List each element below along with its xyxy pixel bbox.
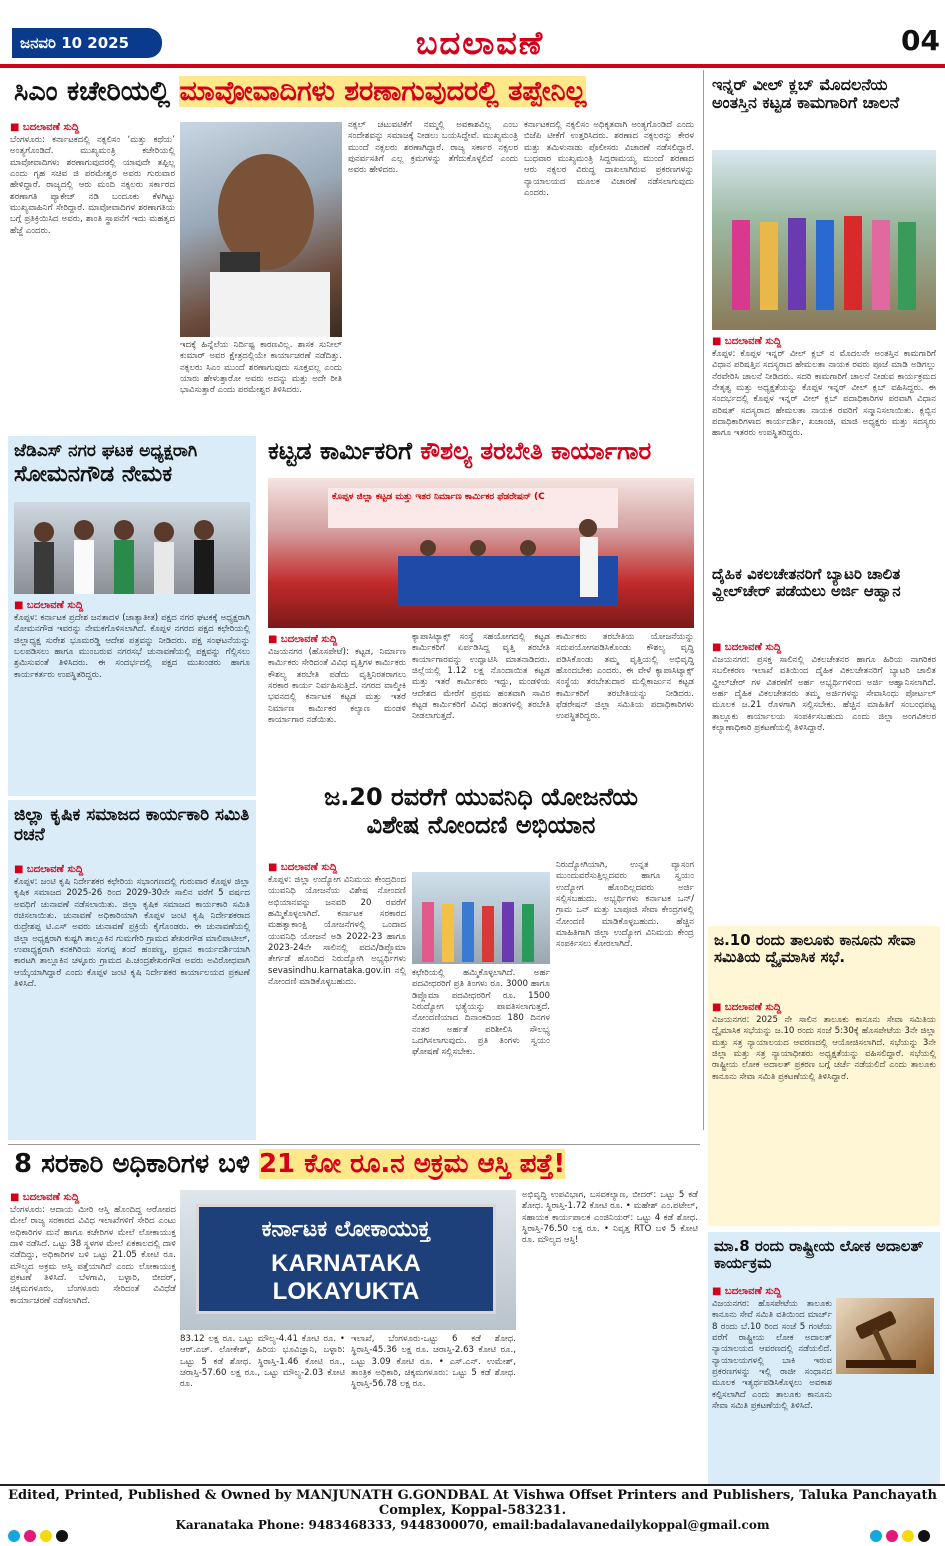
article-jds	[8, 436, 256, 796]
article-body: ಕಾರ್ಮಿಕರು ತರಬೇತಿಯ ಯೋಜನೆಯನ್ನು ಸದುಪಯೋಗಪಡಿಸಿಕೊಂಡು ಕೌಶಲ್ಯ ವೃದ್ಧಿ ಪಡಿಸಿಕೊಂಡು ತಮ್ಮ ವೃತ್ತಿಯಲ್ಲಿ ಅಭಿವೃದ್ಧಿ ಹೊಂದಬೇಕು ಎಂದರು. ಈ ವೇಳೆ ಕ್ಯಾಪಾಸಿಟ್ಯಾಕ್ಸ್ ಸಂಸ್ಥೆಯ ತರಬೇತುದಾರ ಮಲ್ಲಿಕಾರ್ಜುನ ಕಟ್ಟಡ ಕಾರ್ಮಿಕರಿಗೆ ತರಬೇತಿಯನ್ನು ನೀಡಿದರು. ಫೆಡರೇಷನ್ ಜಿಲ್ಲಾ ಸಮಿತಿಯ ಪದಾಧಿಕಾರಿಗಳು ಉಪಸ್ಥಿತರಿದ್ದರು.	[556, 632, 694, 722]
page-number: 04	[901, 24, 940, 57]
headline-inner-wheel: ಇನ್ನರ್ ವೀಲ್ ಕ್ಲಬ್ ಮೊದಲನೆಯ ಅಂತಸ್ತಿನ ಕಟ್ಟಡ ಕಾಮಗಾರಿಗೆ ಚಾಲನೆ	[712, 75, 900, 113]
byline: ■ ಬದಲಾವಣೆ ಸುದ್ದಿ	[712, 1286, 782, 1297]
photo-workshop	[268, 478, 694, 628]
headline-legal: ಜ.10 ರಂದು ತಾಲೂಕು ಕಾನೂನು ಸೇವಾ ಸಮಿತಿಯ ದ್ವೈಮಾಸಿಕ ಸಭೆ.	[714, 931, 916, 967]
headline-line1: ಜೆಡಿಎಸ್ ನಗರ ಘಟಕ ಅಧ್ಯಕ್ಷರಾಗಿ	[14, 441, 198, 461]
headline-yuvanidhi	[268, 784, 694, 839]
headline-part-red: 21 ಕೋ ರೂ.ನ ಅಕ್ರಮ ಆಸ್ತಿ ಪತ್ತೆ!	[258, 1149, 566, 1179]
article-body: ಇಲಾಖೆ, ಬೆಂಗಳೂರು-ಒಟ್ಟು 6 ಕಡೆ ಶೋಧ. ಸ್ಥಿರಾಸ್ತಿ-45.36 ಲಕ್ಷ ರೂ. ಚರಾಸ್ತಿ-2.63 ಕೋಟಿ ರೂ., ಒಟ್ಟು 3.09 ಕೋಟಿ ರೂ. • ಎಸ್.ಎನ್. ಉಮೇಶ್, ತಾಂತ್ರಿಕ ಅಧಿಕಾರಿ, ಚಿಕ್ಕಮಗಳೂರು: ಒಟ್ಟು 5 ಕಡೆ ಶೋಧ. ಸ್ಥಿರಾಸ್ತಿ-56.78 ಲಕ್ಷ ರೂ.	[351, 1334, 516, 1390]
masthead-rule	[0, 64, 945, 68]
registration-dot-magenta	[886, 1530, 898, 1542]
article-body: ಬೆಂಗಳೂರು: ಆದಾಯ ಮೀರಿ ಆಸ್ತಿ ಹೊಂದಿದ್ದ ಆರೋಪದ ಮೇಲೆ ರಾಜ್ಯ ಸರಕಾರದ ವಿವಿಧ ಇಲಾಖೆಗಳಿಗೆ ಸೇರಿದ ಎಂಟು ಅಧಿಕಾರಿಗಳ ಮನೆ ಹಾಗೂ ಕಚೇರಿಗಳ ಮೇಲೆ ಲೋಕಾಯುಕ್ತ ದಾಳಿ ನಡೆಸಿದೆ. ಒಟ್ಟು 38 ಸ್ಥಳಗಳ ಮೇಲೆ ಏಕಕಾಲದಲ್ಲಿ ದಾಳಿ ನಡೆದಿದ್ದು, ಅಧಿಕಾರಿಗಳ ಬಳಿ ಒಟ್ಟು 21.05 ಕೋಟಿ ರೂ. ಮೌಲ್ಯದ ಅಕ್ರಮ ಆಸ್ತಿ ಪತ್ತೆಯಾಗಿದೆ ಎಂದು ಲೋಕಾಯುಕ್ತ ಪ್ರಕಟಣೆ ತಿಳಿಸಿದೆ. ಬೆಳಗಾವಿ, ಬಳ್ಳಾರಿ, ಬೀದರ್, ಚಿಕ್ಕಮಗಳೂರು, ಬೆಂಗಳೂರು ಸೇರಿದಂತೆ ವಿವಿಧೆಡೆ ಕಾರ್ಯಾಚರಣೆ ನಡೆಸಲಾಗಿದೆ.	[10, 1205, 176, 1306]
article-body: ವಿಜಯನಗರ: 2025 ನೇ ಸಾಲಿನ ತಾಲೂಕು ಕಾನೂನು ಸೇವಾ ಸಮಿತಿಯ ದ್ವೈಮಾಸಿಕ ಸಭೆಯನ್ನು ಜ.10 ರಂದು ಸಂಜೆ 5:30ಕ್ಕೆ ಹೊಸಪೇಟೆಯ 3ನೇ ಜಿಲ್ಲಾ ಮತ್ತು ಸತ್ರ ನ್ಯಾಯಾಲಯದ ಆವರಣದಲ್ಲಿ ಆಯೋಜಿಸಲಾಗಿದೆ. ಸಭೆಯನ್ನು 3ನೇ ಜಿಲ್ಲಾ ಮತ್ತು ಸತ್ರ ನ್ಯಾಯಾಧೀಶರು ಅಧ್ಯಕ್ಷತೆಯನ್ನು ವಹಿಸಲಿದ್ದಾರೆ. ಸಭೆಯಲ್ಲಿ ರಾಷ್ಟ್ರೀಯ ಲೋಕ ಅದಾಲತ್ ಪ್ರಕರಣ ಬಗ್ಗೆ ಚರ್ಚೆ ನಡೆಯಲಿದೆ ಎಂದು ತಾಲೂಕು ಕಾನೂನು ಸೇವಾ ಸಮಿತಿ ಪ್ರಕಟಣೆಯಲ್ಲಿ ತಿಳಿಸಿದ್ದಾರೆ.	[712, 1015, 936, 1082]
registration-dot-yellow	[902, 1530, 914, 1542]
group-illustration	[14, 502, 250, 594]
byline: ■ ಬದಲಾವಣೆ ಸುದ್ದಿ	[14, 600, 84, 611]
signboard-english: KARNATAKA LOKAYUKTA	[271, 1250, 421, 1305]
headline-part-red: ಕೌಶಲ್ಯ ತರಬೇತಿ ಕಾರ್ಯಾಗಾರ	[420, 437, 652, 465]
photo-minister	[180, 122, 342, 337]
photo-gavel	[836, 1298, 934, 1374]
column-divider	[703, 70, 704, 1130]
byline: ■ ಬದಲಾವಣೆ ಸುದ್ದಿ	[712, 1002, 782, 1013]
headline-workers	[268, 438, 694, 466]
article-body: ಕೊಪ್ಪಳ: ಜಿಲ್ಲಾ ಉದ್ಯೋಗ ವಿನಿಮಯ ಕೇಂದ್ರದಿಂದ ಯುವನಿಧಿ ಯೋಜನೆಯ ವಿಶೇಷ ನೋಂದಣಿ ಅಭಿಯಾನವನ್ನು ಜನವರಿ 20 ರವರೆಗೆ ಹಮ್ಮಿಕೊಳ್ಳಲಾಗಿದೆ. ಕರ್ನಾಟಕ ಸರಕಾರದ ಮಹತ್ವಾಕಾಂಕ್ಷಿ ಯೋಜನೆಗಳಲ್ಲಿ ಒಂದಾದ ಯುವನಿಧಿ ಯೋಜನೆ ಅಡಿ 2022-23 ಹಾಗೂ 2023-24ನೇ ಸಾಲಿನಲ್ಲಿ ಪದವಿ/ಡಿಪ್ಲೊಮಾ ತೇರ್ಗಡೆ ಹೊಂದಿದ ನಿರುದ್ಯೋಗಿ ಅಭ್ಯರ್ಥಿಗಳು sevasindhu.karnataka.gov.in ನಲ್ಲಿ ನೋಂದಣಿ ಮಾಡಿಕೊಳ್ಳಬಹುದು.	[268, 875, 406, 988]
photo-lokayukta-signboard	[180, 1190, 516, 1330]
article-body: ನಿರುದ್ಯೋಗಿಯಾಗಿ, ಉನ್ನತ ವ್ಯಾಸಂಗ ಮುಂದುವರೆಸುತ್ತಿಲ್ಲದವರು ಹಾಗೂ ಸ್ವಯಂ ಉದ್ಯೋಗ ಹೊಂದಿಲ್ಲದವರು ಅರ್ಜಿ ಸಲ್ಲಿಸಬಹುದು. ಅಭ್ಯರ್ಥಿಗಳು ಕರ್ನಾಟಕ ಒನ್/ಗ್ರಾಮ ಒನ್ ಮತ್ತು ಬಾಪೂಜಿ ಸೇವಾ ಕೇಂದ್ರಗಳಲ್ಲಿ ನೋಂದಣಿ ಮಾಡಿಕೊಳ್ಳಬಹುದು. ಹೆಚ್ಚಿನ ಮಾಹಿತಿಗಾಗಿ ಜಿಲ್ಲಾ ಉದ್ಯೋಗ ವಿನಿಮಯ ಕೇಂದ್ರ ಸಂಪರ್ಕಿಸಲು ಕೋರಲಾಗಿದೆ.	[556, 860, 694, 950]
article-body: ಕೊಪ್ಪಳ: ಕೊಪ್ಪಳ ಇನ್ನರ್ ವೀಲ್ ಕ್ಲಬ್ ನ ಮೊದಲನೇ ಅಂತಸ್ತಿನ ಕಾಮಗಾರಿಗೆ ವಿಧಾನ ಪರಿಷತ್ತಿನ ಸದಸ್ಯರಾದ ಹೇಮಲತಾ ನಾಯಕ ರವರು ಪೂಜೆ ಮಾಡಿ ಅಡಿಗಲ್ಲು ನೆರವೇರಿಸಿ ಚಾಲನೆ ನೀಡಿದರು. ಸದರಿ ಕಾಮಗಾರಿಗೆ ಚಾಲನೆ ನೀಡುವ ಕಾರ್ಯಕ್ರಮದ ನೇತೃತ್ವ ಮತ್ತು ಅಧ್ಯಕ್ಷತೆಯನ್ನು ಕೊಪ್ಪಳ ಇನ್ನರ್ ವೀಲ್ ಕ್ಲಬ್ ವಹಿಸಿದ್ದರು. ಈ ಸಂದರ್ಭದಲ್ಲಿ ಕೊಪ್ಪಳ ಇನ್ನರ್ ವೀಲ್ ಕ್ಲಬ್ ಪದಾಧಿಕಾರಿಗಳ ಪರವಾಗಿ ವಿಧಾನ ಪರಿಷತ್ ಸದಸ್ಯರಾದ ಹೇಮಲತಾ ನಾಯಕ ರವರಿಗೆ ಸನ್ಮಾನಿಸಲಾಯಿತು. ಕ್ಲಬ್ಬಿನ ಪದಾಧಿಕಾರಿಗಳಾದ ಕಾರ್ಯದರ್ಶಿ, ಖಜಾಂಚಿ, ಮಾಜಿ ಅಧ್ಯಕ್ಷರು ಮತ್ತು ಸದಸ್ಯರು ಹಾಗೂ ಇತರರು ಉಪಸ್ಥಿತರಿದ್ದರು.	[712, 349, 936, 439]
headline-line2: ವಿಶೇಷ ನೋಂದಣಿ ಅಭಿಯಾನ	[366, 810, 596, 839]
registration-dot-cyan	[870, 1530, 882, 1542]
article-body: ವಿಜಯನಗರ: ಹೊಸಪೇಟೆಯ ತಾಲೂಕು ಕಾನೂನು ಸೇವೆ ಸಮಿತಿ ವತಿಯಿಂದ ಮಾರ್ಚ್ 8 ರಂದು ಬೆ.10 ರಿಂದ ಸಂಜೆ 5 ಗಂಟೆಯ ವರೆಗೆ ರಾಷ್ಟ್ರೀಯ ಲೋಕ ಅದಾಲತ್ ನ್ಯಾಯಾಲಯದ ಆವರಣದಲ್ಲಿ ನಡೆಯಲಿದೆ. ನ್ಯಾಯಾಲಯಗಳಲ್ಲಿ ಬಾಕಿ ಇರುವ ಪ್ರಕರಣಗಳನ್ನು ಇಲ್ಲಿ ರಾಜೀ ಸಂಧಾನದ ಮೂಲಕ ಇತ್ಯರ್ಥಪಡಿಸಿಕೊಳ್ಳಲು ಅವಕಾಶ ಕಲ್ಪಿಸಲಾಗಿದೆ ಎಂದು ತಾಲೂಕು ಕಾನೂನು ಸೇವಾ ಸಮಿತಿ ಪ್ರಕಟಣೆಯಲ್ಲಿ ತಿಳಿಸಿದೆ.	[712, 1299, 832, 1412]
headline-line2: ಸೋಮನಗೌಡ ನೇಮಕ	[14, 461, 173, 487]
registration-dot-black	[56, 1530, 68, 1542]
section-divider	[8, 1144, 700, 1145]
issue-date: ಜನವರಿ 10 2025	[12, 28, 162, 58]
article-yuvanidhi	[262, 780, 700, 1140]
article-krushika	[8, 800, 256, 1140]
headline-krushika: ಜಿಲ್ಲಾ ಕೃಷಿಕ ಸಮಾಜದ ಕಾರ್ಯಕಾರಿ ಸಮಿತಿ ರಚನೆ	[14, 805, 250, 845]
article-body: ವಿಜಯನಗರ (ಹೊಸಪೇಟೆ): ಕಟ್ಟಡ, ನಿರ್ಮಾಣ ಕಾರ್ಮಿಕರು ಸೇರಿದಂತೆ ವಿವಿಧ ವೃತ್ತಿಗಳ ಕಾರ್ಮಿಕರು ಕೌಶಲ್ಯ ತರಬೇತಿ ಪಡೆದು ವೃತ್ತಿನಿರತರಾಗಲು ಸರಕಾರ ಕಾರ್ಯ ನಿರ್ವಹಿಸುತ್ತಿದೆ. ನಗರದ ವಾಲ್ಮೀಕಿ ಭವನದಲ್ಲಿ ಕರ್ನಾಟಕ ಕಟ್ಟಡ ಮತ್ತು ಇತರೆ ನಿರ್ಮಾಣ ಕಾರ್ಮಿಕರ ಕಲ್ಯಾಣ ಮಂಡಳಿ ಕಾರ್ಯಾಗಾರ ನಡೆಯಿತು.	[268, 647, 406, 726]
article-body: ಇದಕ್ಕೆ ಹಿನ್ನೆಲೆಯ ನಿರ್ದಿಷ್ಟ ಕಾರಣವಿಲ್ಲ. ಶಾಸಕ ಸುನೀಲ್ ಕುಮಾರ್ ಅವರ ಕ್ಷೇತ್ರದಲ್ಲಿಯೇ ಕಾರ್ಯಾಚರಣೆ ನಡೆದಿತ್ತು. ನಕ್ಸಲರು ಸಿಎಂ ಮುಂದೆ ಶರಣಾಗುವುದು ಸೂಕ್ತವಲ್ಲ ಎಂದು ಯಾರು ಹೇಳುತ್ತಾರೋ ಅವರು ಅದನ್ನು ಮತ್ತು ಅದೇ ರೀತಿ ಭಾವಿಸುತ್ತಾರೆ ಎಂದು ಪರಮೇಶ್ವರ ತಿಳಿಸಿದರು.	[180, 340, 342, 396]
registration-dot-magenta	[24, 1530, 36, 1542]
photo-inner-wheel	[712, 150, 936, 330]
headline-part-black: ಸಿಎಂ ಕಚೇರಿಯಲ್ಲಿ	[14, 76, 180, 107]
byline: ■ ಬದಲಾವಣೆ ಸುದ್ದಿ	[712, 336, 782, 347]
article-body: ಕಛೇರಿಯಲ್ಲಿ ಹಮ್ಮಿಕೊಳ್ಳಲಾಗಿದೆ. ಅರ್ಹ ಪದವೀಧರರಿಗೆ ಪ್ರತಿ ತಿಂಗಳು ರೂ. 3000 ಹಾಗೂ ಡಿಪ್ಲೊಮಾ ಪದವೀಧರರಿಗೆ ರೂ. 1500 ನಿರುದ್ಯೋಗ ಭತ್ಯೆಯನ್ನು ಪಾವತಿಸಲಾಗುತ್ತದೆ. ನೋಂದಣಿಯಾದ ದಿನಾಂಕದಿಂದ 180 ದಿನಗಳ ನಂತರ ಅರ್ಹತೆ ಪರಿಶೀಲಿಸಿ ಸೌಲಭ್ಯ ಒದಗಿಸಲಾಗುವುದು. ಪ್ರತಿ ತಿಂಗಳು ಸ್ವಯಂ ಘೋಷಣೆ ಸಲ್ಲಿಸಬೇಕು.	[412, 968, 550, 1058]
registration-dot-yellow	[40, 1530, 52, 1542]
article-body: ಕೊಪ್ಪಳ: ಜಂಟಿ ಕೃಷಿ ನಿರ್ದೇಶಕರ ಕಛೇರಿಯ ಸಭಾಂಗಣದಲ್ಲಿ ಗುರುವಾರ ಕೊಪ್ಪಳ ಜಿಲ್ಲಾ ಕೃಷಿಕ ಸಮಾಜದ 2025-26 ರಿಂದ 2029-30ನೇ ಸಾಲಿನ ವರೆಗೆ 5 ವರ್ಷದ ಅವಧಿಗೆ ಚುನಾವಣೆ ನಡೆಸಲಾಯಿತು. ಜಿಲ್ಲಾ ಕೃಷಿಕ ಸಮಾಜದ ಕಾರ್ಯಕಾರಿ ಸಮಿತಿ ರಚಿಸಲಾಯಿತು. ಚುನಾವಣೆ ಅಧಿಕಾರಿಯಾಗಿ ಕೊಪ್ಪಳ ಜಂಟಿ ಕೃಷಿ ನಿರ್ದೇಶಕರಾದ ರುದ್ರೇಶಪ್ಪ ಟಿ.ಎಸ್ ಅವರು ಚುನಾವಣೆ ಪ್ರಕ್ರಿಯೆ ಕೈಗೊಂಡರು. ಈ ಚುನಾವಣೆಯಲ್ಲಿ ಜಿಲ್ಲಾ ಅಧ್ಯಕ್ಷರಾಗಿ ಕುಷ್ಟಗಿ ತಾಲ್ಲೂಕಿನ ಗುಮಗೇರಿ ಗ್ರಾಮದ ಶೇಖರಗೌಡ ಮಾಲಿಪಾಟೀಲ್, ಉಪಾಧ್ಯಕ್ಷರಾಗಿ ಕನಕಗಿರಿಯ ಸಂಗಪ್ಪ ತಂದೆ ಹಂಪಣ್ಣ, ಪ್ರಧಾನ ಕಾರ್ಯದರ್ಶಿಯಾಗಿ ಕಾರಟಗಿ ತಾಲ್ಲೂಕಿನ ಚಳ್ಳೂರು ಗ್ರಾಮದ ಪಿ.ಚಂದ್ರಶೇಖರಗೌಡ ಅವರು ಅವಿರೋಧವಾಗಿ ಆಯ್ಕೆಯಾಗಿದ್ದಾರೆ ಎಂದು ಕೊಪ್ಪಳ ಜಂಟಿ ಕೃಷಿ ನಿರ್ದೇಶಕರ ಕಾರ್ಯಾಲಯದ ಪ್ರಕಟಣೆ ತಿಳಿಸಿದೆ.	[14, 877, 250, 990]
group-illustration	[712, 150, 936, 330]
newspaper-title: ಬದಲಾವಣೆ	[415, 24, 545, 62]
article-adalat	[708, 1232, 940, 1484]
article-body: ನಕ್ಸಲ್ ಚಟುವಟಿಕೆಗೆ ನಮ್ಮಲ್ಲಿ ಅವಕಾಶವಿಲ್ಲ ಎಂಬ ಸಂದೇಶವನ್ನು ಸಮಾಜಕ್ಕೆ ನೀಡಲು ಬಯಸಿದ್ದೇವೆ. ಮುಖ್ಯಮಂತ್ರಿ ಮುಂದೆ ನಕ್ಸಲರು ಶರಣಾಗಿದ್ದಾರೆ. ರಾಜ್ಯ ಸರ್ಕಾರ ನಕ್ಸಲರ ಪುನರ್ವಸತಿಗೆ ಎಲ್ಲ ಕ್ರಮಗಳನ್ನು ತೆಗೆದುಕೊಳ್ಳಲಿದೆ ಎಂದು ಅವರು ಹೇಳಿದರು.	[348, 120, 518, 176]
registration-marks-right	[870, 1527, 934, 1539]
headline-jds	[14, 442, 250, 487]
article-legal	[708, 926, 940, 1226]
attendees-illustration	[268, 478, 694, 628]
article-body: ವಿಜಯನಗರ: ಪ್ರಸಕ್ತ ಸಾಲಿನಲ್ಲಿ ವಿಕಲಚೇತನರ ಹಾಗೂ ಹಿರಿಯ ನಾಗರಿಕರ ಸಬಲೀಕರಣ ಇಲಾಖೆ ವತಿಯಿಂದ ದೈಹಿಕ ವಿಕಲಚೇತನರಿಗೆ ಬ್ಯಾಟರಿ ಚಾಲಿತ ವ್ಹೀಲ್‌ಚೇರ್ ಗಳ ವಿತರಣೆಗೆ ಅರ್ಹ ಅಭ್ಯರ್ಥಿಗಳಿಂದ ಅರ್ಜಿ ಆಹ್ವಾನಿಸಲಾಗಿದೆ. ಅರ್ಹ ದೈಹಿಕ ವಿಕಲಚೇತನರು ತಮ್ಮ ಅರ್ಜಿಗಳನ್ನು ಸೇವಾಸಿಂಧು ಪೋರ್ಟಲ್ ಮೂಲಕ ಜ.21 ರೊಳಗಾಗಿ ಸಲ್ಲಿಸಬೇಕು. ಹೆಚ್ಚಿನ ಮಾಹಿತಿಗೆ ಸಂಬಂಧಪಟ್ಟ ತಾಲ್ಲೂಕು ಕಾರ್ಯಾಲಯ ಸಂಪರ್ಕಿಸಬಹುದು ಎಂದು ಜಿಲ್ಲಾ ಅಂಗವಿಕಲರ ಕಲ್ಯಾಣಾಧಿಕಾರಿ ಪ್ರಕಟಣೆಯಲ್ಲಿ ತಿಳಿಸಿದ್ದಾರೆ.	[712, 655, 936, 734]
gavel-icon	[836, 1298, 934, 1374]
headline-adalat: ಮಾ.8 ರಂದು ರಾಷ್ಟ್ರೀಯ ಲೋಕ ಅದಾಲತ್ ಕಾರ್ಯಕ್ರಮ	[714, 1237, 924, 1273]
footer-imprint	[0, 1486, 945, 1542]
registration-dot-black	[918, 1530, 930, 1542]
headline-cm-office	[14, 76, 698, 107]
article-body: ಅಭಿವೃದ್ಧಿ ಉಪವಿಭಾಗ, ಬಸವಕಲ್ಯಾಣ, ಬೀದರ್: ಒಟ್ಟು 5 ಕಡೆ ಶೋಧ. ಸ್ಥಿರಾಸ್ತಿ-1.72 ಕೋಟಿ ರೂ. • ಮಹೇಶ್ ಎಂ.ಪಟೇಲ್, ಸಹಾಯಕ ಕಾರ್ಯಪಾಲಕ ಎಂಜಿನಿಯರ್: ಒಟ್ಟು 4 ಕಡೆ ಶೋಧ. ಸ್ಥಿರಾಸ್ತಿ-76.50 ಲಕ್ಷ ರೂ. • ನಿವೃತ್ತ RTO ಬಳಿ 5 ಕೋಟಿ ರೂ. ಮೌಲ್ಯದ ಆಸ್ತಿ!	[522, 1190, 698, 1246]
headline-line1: ಜ.20 ರವರೆಗೆ ಯುವನಿಧಿ ಯೋಜನೆಯ	[324, 783, 638, 811]
headline-part-red: ಮಾವೋವಾದಿಗಳು ಶರಣಾಗುವುದರಲ್ಲಿ ತಪ್ಪೇನಿಲ್ಲ	[179, 76, 587, 107]
article-body: ಕರ್ನಾಟಕದಲ್ಲಿ ನಕ್ಸಲಿಸಂ ಅಧಿಕೃತವಾಗಿ ಅಂತ್ಯಗೊಂಡಿದೆ ಎಂದು ಬಿಜೆಪಿ ಟೀಕೆಗೆ ಉತ್ತರಿಸಿದರು. ಶರಣಾದ ನಕ್ಸಲರನ್ನು ಕೇರಳ ಮತ್ತು ತಮಿಳುನಾಡು ಪೊಲೀಸರು ವಿಚಾರಣೆ ನಡೆಸಲಿದ್ದಾರೆ. ಬುಧವಾರ ಮುಖ್ಯಮಂತ್ರಿ ಸಿದ್ದರಾಮಯ್ಯ ಮುಂದೆ ಶರಣಾದ ಆರು ನಕ್ಸಲರ ವಿರುದ್ಧ ದಾಖಲಾಗಿರುವ ಪ್ರಕರಣಗಳನ್ನು ನ್ಯಾಯಾಲಯದ ಮೂಲಕ ವಿಚಾರಣೆ ನಡೆಸಲಾಗುವುದು ಎಂದರು.	[524, 120, 694, 199]
article-lokayukta	[8, 1146, 700, 1484]
event-banner: ಕೊಪ್ಪಳ ಜಿಲ್ಲಾ ಕಟ್ಟಡ ಮತ್ತು ಇತರ ನಿರ್ಮಾಣ ಕಾರ್ಮಿಕರ ಫೆಡರೇಷನ್ (C	[328, 488, 618, 528]
byline: ■ ಬದಲಾವಣೆ ಸುದ್ದಿ	[14, 864, 84, 875]
article-cm-office	[8, 70, 698, 430]
footer-line2: Karanataka Phone: 9483468333, 9448300070, email:badalavanedailykoppal@gmail.com	[175, 1518, 770, 1532]
byline: ■ ಬದಲಾವಣೆ ಸುದ್ದಿ	[712, 642, 782, 653]
byline: ■ ಬದಲಾವಣೆ ಸುದ್ದಿ	[10, 122, 80, 133]
photo-registration-queue	[412, 872, 550, 964]
headline-part-black: 8 ಸರಕಾರಿ ಅಧಿಕಾರಿಗಳ ಬಳಿ	[14, 1149, 259, 1179]
article-body: ಕೊಪ್ಪಳ: ಕರ್ನಾಟಕ ಪ್ರದೇಶ ಜನತಾದಳ (ಜಾತ್ಯಾತೀತ) ಪಕ್ಷದ ನಗರ ಘಟಕಕ್ಕೆ ಅಧ್ಯಕ್ಷರಾಗಿ ಸೋಮನಗೌಡ ಇವರನ್ನು ನೇಮಕಗೊಳಿಸಲಾಗಿದೆ. ಕೊಪ್ಪಳ ನಗರದ ಪಕ್ಷದ ಕಛೇರಿಯಲ್ಲಿ ಜಿಲ್ಲಾಧ್ಯಕ್ಷ ಸುರೇಶ ಭೂಮರಡ್ಡಿ ಆದೇಶ ಪತ್ರವನ್ನು ನೀಡಿದರು. ಪಕ್ಷ ಸಂಘಟನೆಯನ್ನು ಬಲಪಡಿಸಲು ಹಾಗೂ ಮುಂಬರುವ ನಗರಸಭೆ ಚುನಾವಣೆಯಲ್ಲಿ ಪಕ್ಷವನ್ನು ಗೆಲ್ಲಿಸಲು ಶ್ರಮಿಸುವಂತೆ ತಿಳಿಸಿದರು. ಈ ಸಂದರ್ಭದಲ್ಲಿ ಪಕ್ಷದ ಮುಖಂಡರು ಹಾಗೂ ಕಾರ್ಯಕರ್ತರು ಉಪಸ್ಥಿತರಿದ್ದರು.	[14, 613, 250, 680]
byline: ■ ಬದಲಾವಣೆ ಸುದ್ದಿ	[268, 634, 338, 645]
queue-illustration	[412, 872, 550, 964]
byline: ■ ಬದಲಾವಣೆ ಸುದ್ದಿ	[10, 1192, 80, 1203]
headline-wheelchair: ದೈಹಿಕ ವಿಕಲಚೇತನರಿಗೆ ಬ್ಯಾಟರಿ ಚಾಲಿತ ವ್ಹೀಲ್‌ಚೇರ್ ಪಡೆಯಲು ಅರ್ಜಿ ಆಹ್ವಾನ	[712, 565, 901, 601]
article-body: ಕ್ಯಾಪಾಸಿಟ್ಯಾಕ್ಸ್ ಸಂಸ್ಥೆ ಸಹಯೋಗದಲ್ಲಿ ಕಟ್ಟಡ ಕಾರ್ಮಿಕರಿಗೆ ಏರ್ಪಡಿಸಿದ್ದ ವೃತ್ತಿ ತರಬೇತಿ ಕಾರ್ಯಾಗಾರವನ್ನು ಉದ್ಘಾಟಿಸಿ ಮಾತನಾಡಿದರು. ಜಿಲ್ಲೆಯಲ್ಲಿ 1.12 ಲಕ್ಷ ನೊಂದಾಯಿತ ಕಟ್ಟಡ ಮತ್ತು ಇತರೆ ಕಾರ್ಮಿಕರು ಇದ್ದು, ಮಂಡಳಿಯ ಆದೇಶದ ಮೇರೆಗೆ ಪ್ರಥಮ ಹಂತವಾಗಿ ಸಾವಿರ ಕಟ್ಟಡ ಕಾರ್ಮಿಕರಿಗೆ ವಿವಿಧ ಹಂತಗಳಲ್ಲಿ ತರಬೇತಿ ನೀಡಲಾಗುತ್ತದೆ.	[412, 632, 550, 722]
headline-part-black: ಕಟ್ಟಡ ಕಾರ್ಮಿಕರಿಗೆ	[268, 437, 421, 465]
registration-marks-left	[8, 1527, 72, 1539]
registration-dot-cyan	[8, 1530, 20, 1542]
article-wheelchair	[708, 562, 940, 922]
footer-line1: Edited, Printed, Published & Owned by MANJUNATH G.GONDBAL At Vishwa Offset Printers and Publishers, Taluka Panchayath Complex, Koppal-583231.	[8, 1488, 937, 1518]
headline-lokayukta	[14, 1150, 694, 1180]
article-inner-wheel	[708, 70, 940, 560]
portrait-illustration	[180, 122, 342, 337]
article-body: 83.12 ಲಕ್ಷ ರೂ. ಒಟ್ಟು ಮೌಲ್ಯ-4.41 ಕೋಟಿ ರೂ. • ಆರ್.ಎಚ್. ಲೋಕೇಶ್, ಹಿರಿಯ ಭೂವಿಜ್ಞಾನಿ, ಬಳ್ಳಾರಿ: ಒಟ್ಟು 5 ಕಡೆ ಶೋಧ. ಸ್ಥಿರಾಸ್ತಿ-1.46 ಕೋಟಿ ರೂ., ಚರಾಸ್ತಿ-57.60 ಲಕ್ಷ ರೂ., ಒಟ್ಟು ಮೌಲ್ಯ-2.03 ಕೋಟಿ ರೂ.	[180, 1334, 345, 1390]
article-body: ಬೆಂಗಳೂರು: ಕರ್ನಾಟಕದಲ್ಲಿ ನಕ್ಸಲಿಸಂ ‘ಮತ್ತು ಕಥೆಯ’ ಅಂತ್ಯಗೊಂಡಿದೆ. ಮುಖ್ಯಮಂತ್ರಿ ಕಚೇರಿಯಲ್ಲಿ ಮಾವೋವಾದಿಗಳು ಶರಣಾಗುವುದರಲ್ಲಿ ಯಾವುದೇ ತಪ್ಪಿಲ್ಲ ಎಂದು ಗೃಹ ಸಚಿವ ಜಿ ಪರಮೇಶ್ವರ ಅವರು ಗುರುವಾರ ಹೇಳಿದ್ದಾರೆ. ರಾಜ್ಯದಲ್ಲಿ ಆರು ಮಂದಿ ನಕ್ಸಲರು ಸರ್ಕಾರದ ಶರಣಾಗತಿ ಪ್ಯಾಕೇಜ್ ನಡಿ ಬಂದೂಕು ಕೆಳಗಿಟ್ಟು ಮುಖ್ಯವಾಹಿನಿಗೆ ಸೇರಿದ್ದಾರೆ. ಮಾವೋವಾದಿಗಳ ಶರಣಾಗತಿಯ ಬಗ್ಗೆ ಪ್ರತಿಕ್ರಿಯಿಸಿದ ಅವರು, ಶಾಂತಿ ಸ್ಥಾಪನೆಗೆ ಇದು ಮಹತ್ವದ ಹೆಜ್ಜೆ ಎಂದರು.	[10, 135, 175, 236]
photo-jds-group	[14, 502, 250, 594]
article-workers	[262, 436, 700, 776]
signboard-kannada: ಕರ್ನಾಟಕ ಲೋಕಾಯುಕ್ತ	[261, 1217, 431, 1242]
byline: ■ ಬದಲಾವಣೆ ಸುದ್ದಿ	[268, 862, 338, 873]
